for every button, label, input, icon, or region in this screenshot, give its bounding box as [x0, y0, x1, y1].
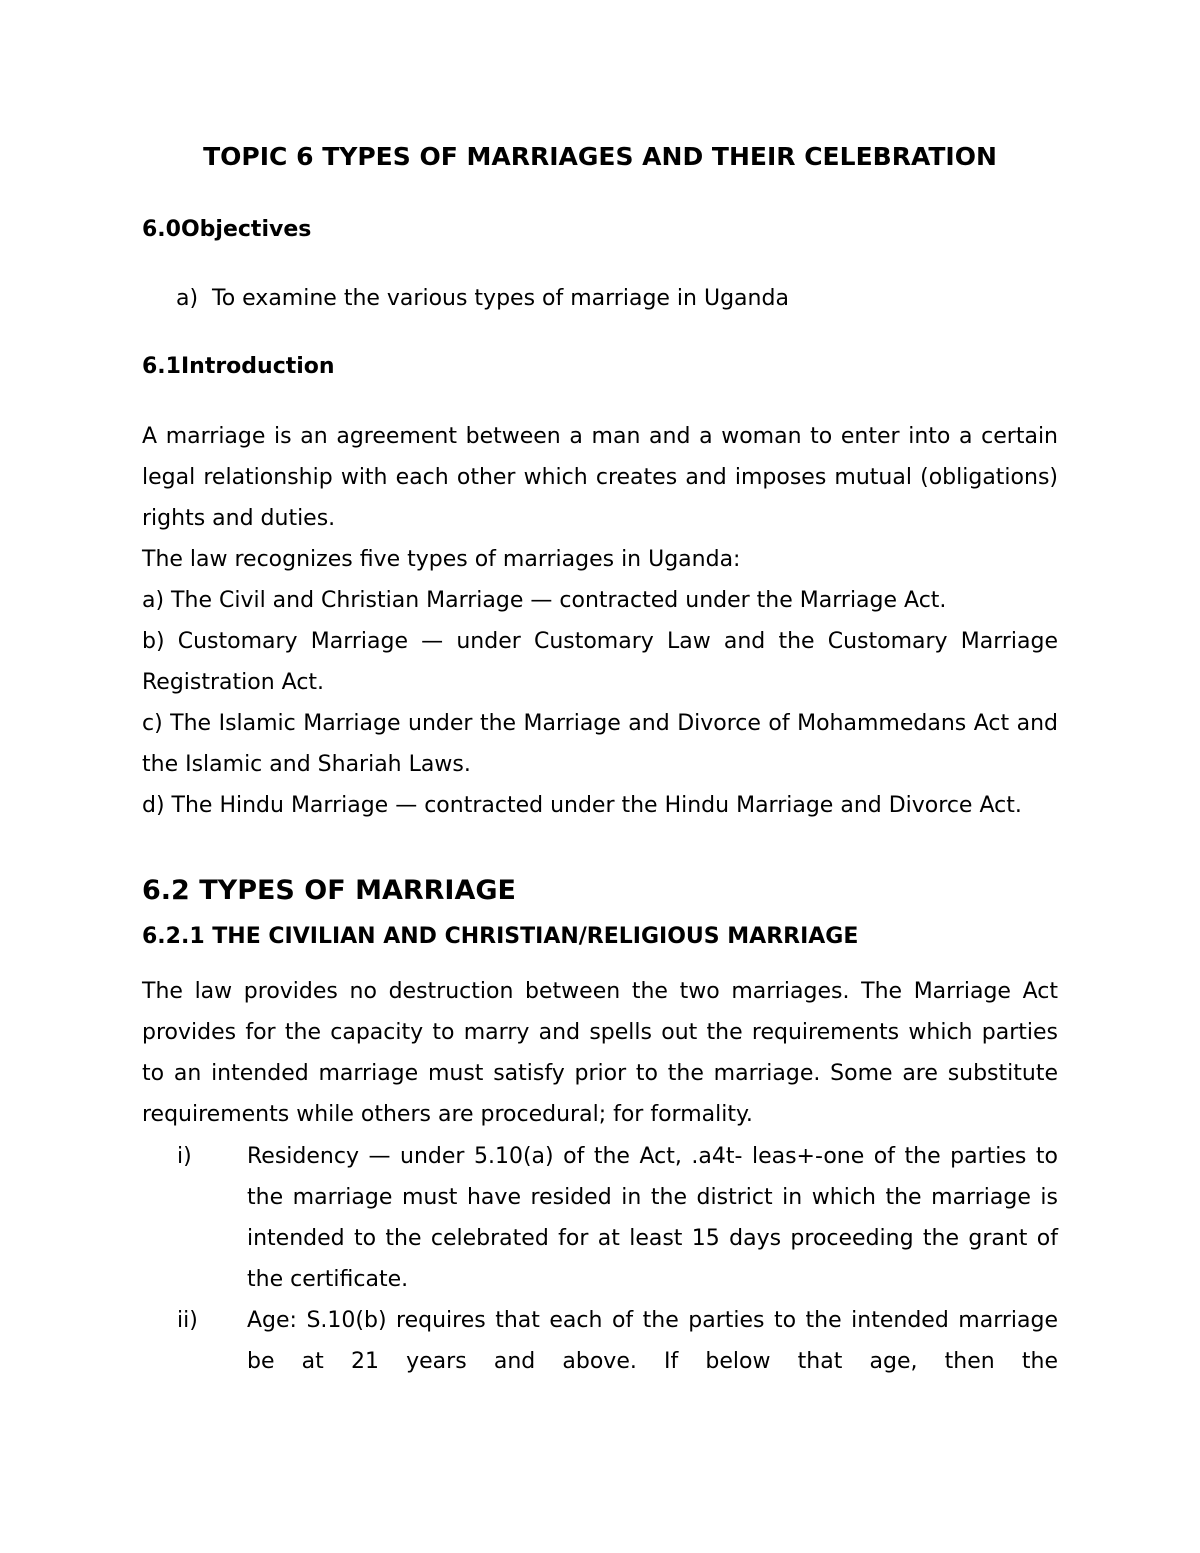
objective-marker: a) [176, 286, 199, 311]
requirement-age [142, 1300, 1058, 1382]
marriage-act-paragraph: The law provides no destruction between the two marriages. The Marriage Act provides for the capacity to marry and spells out the requirements which parties to an intended marriage must satisfy prior to the marriage. Some are substitute requirements while others are procedural; for formality. [142, 979, 1058, 1127]
marriage-type-civil: a) The Civil and Christian Marriage — contracted under the Marriage Act. [142, 588, 947, 613]
requirement-text: Residency — under 5.10(a) of the Act, .a4t- leas+-one of the parties to the marriage must have resided in the district in which the marriage is intended to the celebrated for at least 15 days proceeding the grant of the certificate. [247, 1144, 1058, 1292]
requirement-text: Age: S.10(b) requires that each of the parties to the intended marriage be at 21 years and above. If below that age, then the [247, 1308, 1058, 1374]
recognition-statement: The law recognizes five types of marriages in Uganda: [142, 547, 741, 572]
objective-text: To examine the various types of marriage in Uganda [212, 286, 789, 311]
document-title: TOPIC 6 TYPES OF MARRIAGES AND THEIR CELEBRATION [203, 142, 997, 171]
objectives-heading: 6.0Objectives [142, 217, 312, 242]
marriage-type-customary: b) Customary Marriage — under Customary Law and the Customary Marriage Registration Act. [142, 629, 1058, 695]
marriage-type-islamic: c) The Islamic Marriage under the Marriage and Divorce of Mohammedans Act and the Islamic and Shariah Laws. [142, 711, 1058, 777]
marriage-type-hindu: d) The Hindu Marriage — contracted under the Hindu Marriage and Divorce Act. [142, 793, 1022, 818]
civil-christian-subheading: 6.2.1 THE CIVILIAN AND CHRISTIAN/RELIGIOUS MARRIAGE [142, 924, 859, 949]
introduction-heading: 6.1Introduction [142, 354, 335, 379]
marriage-definition: A marriage is an agreement between a man and a woman to enter into a certain legal relationship with each other which creates and imposes mutual (obligations) rights and duties. [142, 424, 1058, 531]
types-of-marriage-heading: 6.2 TYPES OF MARRIAGE [142, 875, 516, 906]
requirement-number: ii) [177, 1308, 198, 1333]
requirement-number: i) [177, 1144, 192, 1169]
requirement-residency [142, 1136, 1058, 1300]
objective-item [176, 284, 789, 314]
